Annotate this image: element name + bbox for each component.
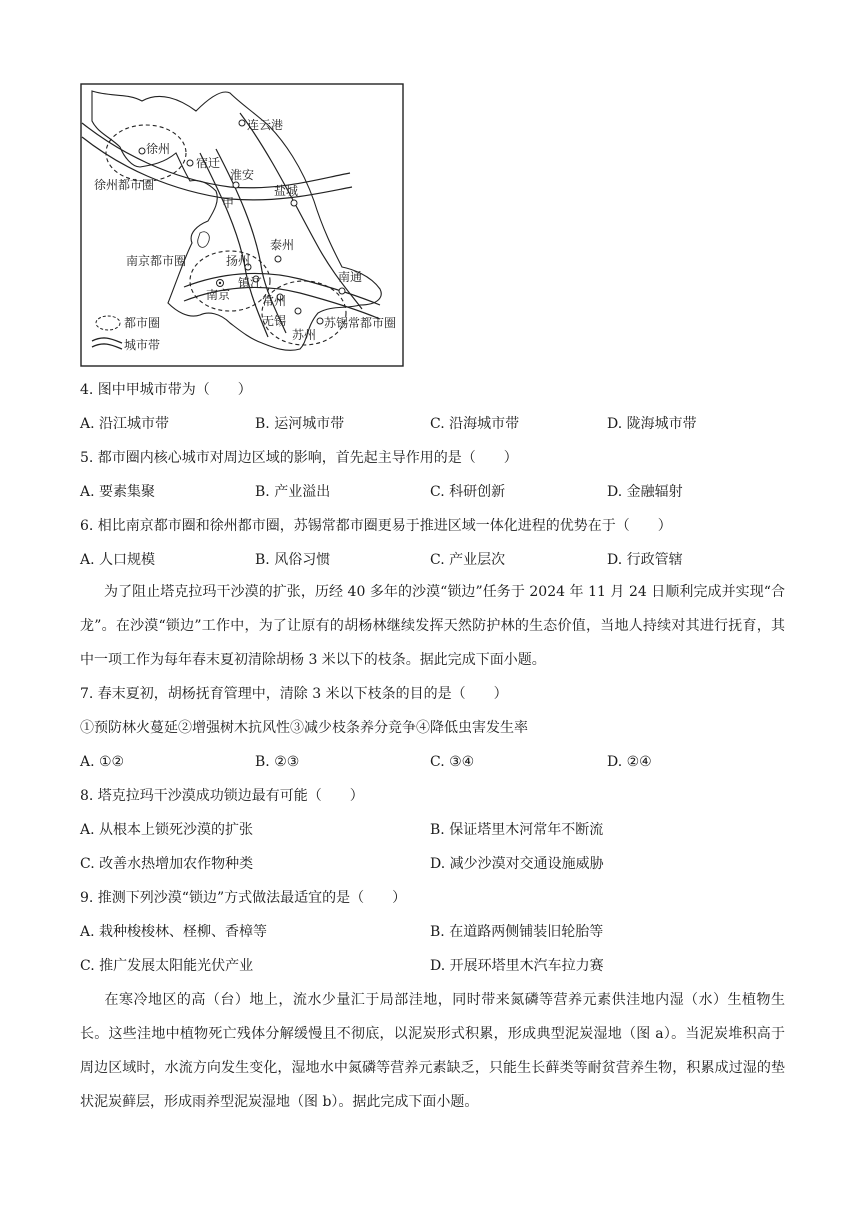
question-5-stem: 5. 都市圈内核心城市对周边区域的影响，首先起主导作用的是（ ）: [80, 450, 518, 466]
legend-belt-label: 城市带: [124, 338, 161, 352]
question-8-stem: 8. 塔克拉玛干沙漠成功锁边最有可能（ ）: [80, 788, 364, 804]
passage-2: [80, 983, 785, 1119]
lianyungang-dot: [239, 120, 245, 126]
taizhou-dot: [275, 256, 281, 262]
q9-option-d: D. 开展环塔里木汽车拉力赛: [430, 958, 604, 974]
label-wuxi: 无锡: [262, 314, 287, 328]
label-zhenjiang: 镇江: [238, 276, 263, 290]
q8-option-a: A. 从根本上锁死沙漠的扩张: [80, 822, 254, 838]
question-7-stem: 7. 春末夏初，胡杨抚育管理中，清除 3 米以下枝条的目的是（ ）: [80, 686, 508, 702]
label-changzhou: 常州: [262, 294, 287, 308]
wuxi-dot: [295, 308, 301, 314]
q4-option-b: B. 运河城市带: [255, 416, 345, 432]
question-6-stem: 6. 相比南京都市圈和徐州都市圈，苏锡常都市圈更易于推进区域一体化进程的优势在于（ ）: [80, 518, 672, 534]
label-nantong: 南通: [338, 270, 363, 284]
label-taizhou: 泰州: [270, 238, 295, 252]
q9-option-c: C. 推广发展太阳能光伏产业: [80, 958, 254, 974]
label-yancheng: 盐城: [274, 184, 299, 198]
suzhou-dot: [317, 318, 323, 324]
question-7-items: ①预防林火蔓延②增强树木抗风性③减少枝条养分竞争④降低虫害发生率: [80, 720, 528, 736]
q5-option-d: D. 金融辐射: [607, 484, 683, 500]
q8-option-c: C. 改善水热增加农作物种类: [80, 856, 254, 872]
label-suqian: 宿迁: [196, 156, 221, 170]
xuzhou-dot: [139, 148, 145, 154]
passage-2-text: 在寒冷地区的高（台）地上，流水少量汇于局部洼地，同时带来氮磷等营养元素供洼地内湿（水）生植物生长。这些洼地中植物死亡残体分解缓慢且不彻底，以泥炭形式积累，形成典型泥炭湿地（图 a）。当泥炭堆积高于周边区域时，水流方向发生变化，湿地水中氮磷等营养元素缺乏，只能生长藓类等耐贫营养生物，积累成过湿的垫状泥炭藓层，形成雨养型泥炭湿地（图 b）。据此完成下面小题。: [80, 992, 785, 1110]
nantong-dot: [339, 288, 345, 294]
q6-option-b: B. 风俗习惯: [255, 552, 331, 568]
q9-option-a: A. 栽种梭梭林、柽柳、香樟等: [80, 924, 268, 940]
suqian-dot: [187, 160, 193, 166]
label-xuzhou: 徐州: [146, 142, 171, 156]
q5-option-b: B. 产业溢出: [255, 484, 331, 500]
q8-option-b: B. 保证塔里木河常年不断流: [430, 822, 604, 838]
q5-option-a: A. 要素集聚: [80, 484, 156, 500]
q4-option-a: A. 沿江城市带: [80, 416, 170, 432]
label-nanjing-metro: 南京都市圈: [126, 254, 187, 268]
label-huaian: 淮安: [230, 168, 255, 182]
q8-option-d: D. 减少沙漠对交通设施威胁: [430, 856, 604, 872]
passage-1-text: 为了阻止塔克拉玛干沙漠的扩张，历经 40 多年的沙漠“锁边”任务于 2024 年 11 月 24 日顺利完成并实现“合龙”。在沙漠“锁边”工作中，为了让原有的胡杨林继续发挥天然防护林的生态价值，当地人持续对其进行抚育，其中一项工作为每年春末夏初清除胡杨 3 米以下的枝条。据此完成下面小题。: [80, 584, 785, 668]
legend-circle-label: 都市圈: [124, 316, 161, 330]
label-jia: 甲: [222, 196, 235, 210]
label-lianyungang: 连云港: [247, 118, 284, 132]
jiangsu-map-figure: [80, 83, 404, 367]
q4-option-d: D. 陇海城市带: [607, 416, 697, 432]
label-xuzhou-metro: 徐州都市圈: [94, 178, 155, 192]
q6-option-a: A. 人口规模: [80, 552, 156, 568]
question-9-stem: 9. 推测下列沙漠“锁边”方式做法最适宜的是（ ）: [80, 890, 407, 906]
nanjing-dot-inner: [219, 282, 221, 284]
passage-1: [80, 575, 785, 677]
q7-option-b: B. ②③: [255, 754, 300, 770]
label-yangzhou: 扬州: [226, 254, 251, 268]
huaian-dot: [233, 182, 239, 188]
label-suzhou: 苏州: [292, 328, 317, 342]
label-sxc-metro: 苏锡常都市圈: [324, 316, 397, 330]
q7-option-c: C. ③④: [430, 754, 475, 770]
yancheng-dot: [291, 200, 297, 206]
question-4-stem: 4. 图中甲城市带为（ ）: [80, 382, 252, 398]
q9-option-b: B. 在道路两侧铺装旧轮胎等: [430, 924, 604, 940]
q4-option-c: C. 沿海城市带: [430, 416, 520, 432]
q5-option-c: C. 科研创新: [430, 484, 506, 500]
q7-option-a: A. ①②: [80, 754, 125, 770]
q6-option-d: D. 行政管辖: [607, 552, 683, 568]
label-nanjing: 南京: [206, 288, 231, 302]
map-svg: [80, 83, 404, 367]
q7-option-d: D. ②④: [607, 754, 652, 770]
q6-option-c: C. 产业层次: [430, 552, 506, 568]
